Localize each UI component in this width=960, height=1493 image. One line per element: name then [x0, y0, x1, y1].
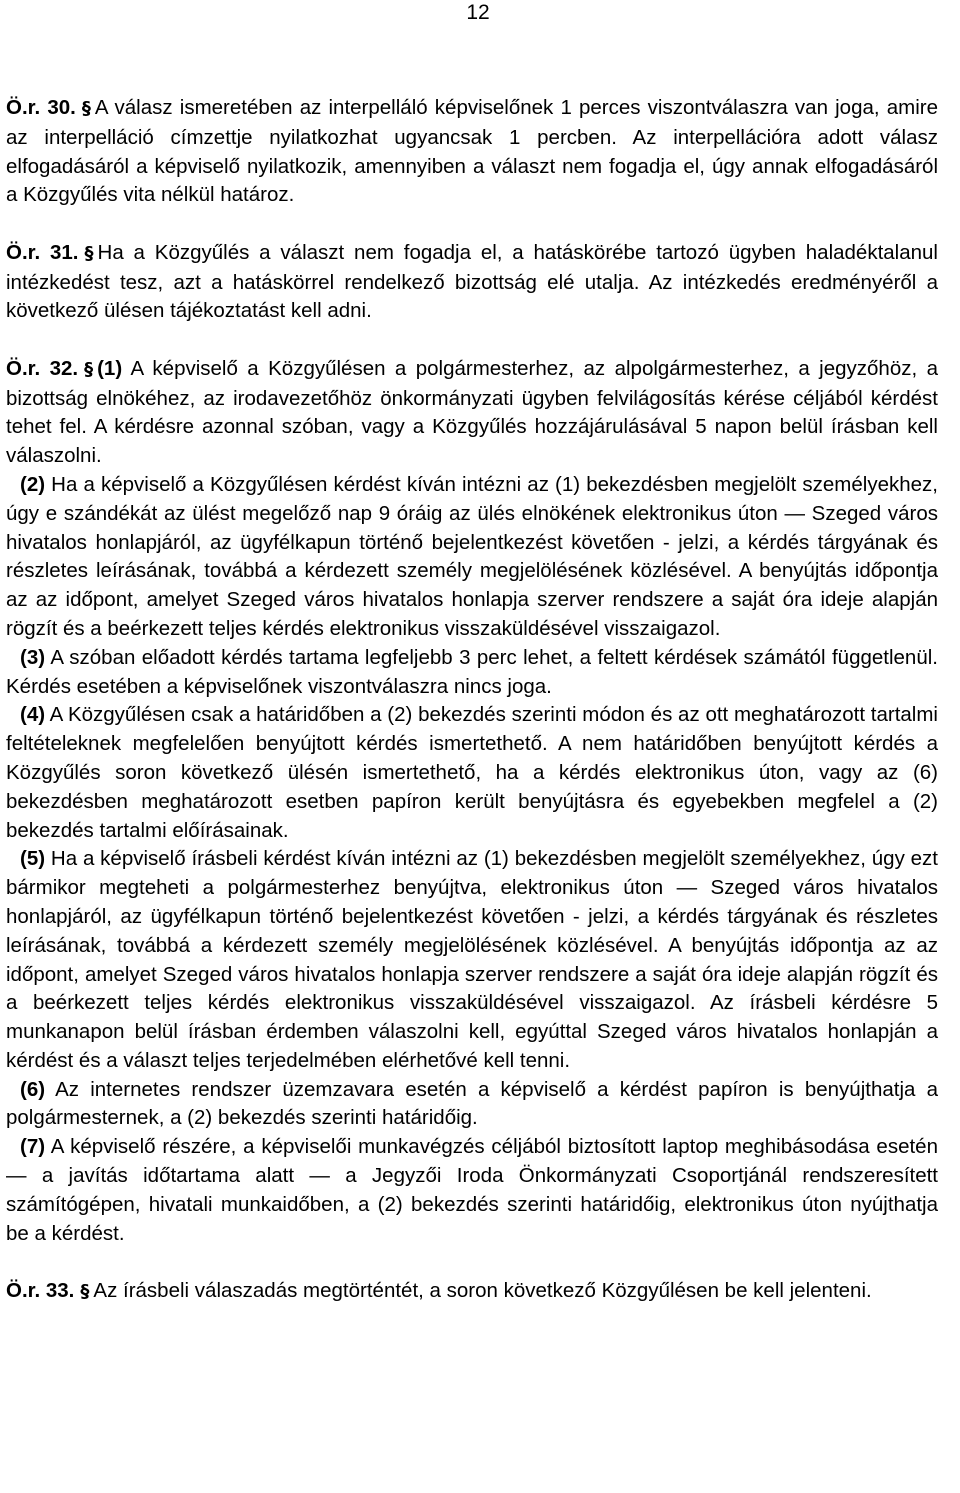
document-body — [6, 94, 938, 1307]
paragraph-number: (1) — [97, 356, 123, 380]
paragraph-text: Ha a képviselő írásbeli kérdést kíván intézni az (1) bekezdésben megjelölt személyekhez, úgy ezt bármikor megteheti a polgármesterhez benyújtva, elektronikus úton — Szeged város hivatalos honlapjáról, az ügyfélkapun történő bejelentkezést követően - jelzi, a kérdés tárgyának és részletes leírásának, továbbá a kérdezett személy megjelölésének közlésével. A benyújtás időpontja az az időpont, amelyet Szeged város hivatalos honlapja szerver rendszere a saját óra ideje alapján rögzít és a beérkezett teljes kérdés elektronikus visszaküldésével visszaigazol. Az írásbeli kérdésre 5 munkanapon belül írásban érdemben válaszolni kell, egyúttal Szeged város hivatalos honlapján a kérdést és a választ teljes terjedelmében elérhetővé kell tenni. — [6, 847, 938, 1072]
paragraph-text: A Közgyűlésen csak a határidőben a (2) bekezdés szerinti módon és az ott meghatározott tartalmi feltételeknek megfelelően benyújtott kérdés ismertethető. A nem határidőben benyújtott kérdés a Közgyűlés soron következő ülésén ismertethető, ha a kérdés elektronikus úton, vagy az (6) bekezdésben meghatározott esetben papíron került benyújtásra és egyebekben megfelel a (2) bekezdés tartalmi előírásainak. — [6, 703, 938, 842]
section-label: Ö.r. 31. — [6, 240, 79, 264]
paragraph-text: A képviselő a Közgyűlésen a polgármesterhez, az alpolgármesterhez, a jegyzőhöz, a bizottság elnökéhez, az irodavezetőhöz önkormányzati ügyben felvilágosítás kérése céljából kérdést tehet fel. A kérdésre azonnal szóban, vagy a Közgyűlés hozzájárulásával 5 napon belül írásban kell válaszolni. — [6, 356, 938, 468]
section-sign-icon: § — [80, 1281, 90, 1303]
section-31 — [6, 239, 938, 326]
paragraph-text: A szóban előadott kérdés tartama legfeljebb 3 perc lehet, a feltett kérdések számától függetlenül. Kérdés esetében a képviselőnek viszontválaszra nincs joga. — [6, 645, 938, 698]
section-sign-icon: § — [81, 98, 91, 119]
section-text: Az írásbeli válaszadás megtörténtét, a soron következő Közgyűlésen be kell jelenteni. — [93, 1279, 872, 1303]
section-sign-icon: § — [84, 242, 94, 264]
paragraph-number: (6) — [20, 1077, 46, 1101]
section-sign-icon: § — [84, 358, 94, 380]
section-label: Ö.r. 33. — [6, 1279, 75, 1303]
paragraph-number: (5) — [20, 847, 46, 871]
section-32-paragraph-5 — [6, 845, 938, 1075]
section-32-paragraph-7 — [6, 1133, 938, 1248]
section-text: A válasz ismeretében az interpelláló képviselőnek 1 perces viszontválaszra van joga, amire az interpelláció címzettje nyilatkozhat ugyancsak 1 percben. Az interpellációra adott válasz elfogadásáról a képviselő nyilatkozik, amennyiben a választ nem fogadja el, úgy annak elfogadásáról a Közgyűlés vita nélkül határoz. — [6, 96, 938, 207]
paragraph-text: Ha a képviselő a Közgyűlésen kérdést kíván intézni az (1) bekezdésben megjelölt személyekhez, úgy e szándékát az ülést megelőző nap 9 óráig az ülés elnökének elektronikus úton — Szeged város hivatalos honlapjáról, az ügyfélkapun történő bejelentkezést követően - jelzi, a kérdés tárgyának és részletes leírásának, továbbá a kérdezett személy megjelölésének közlésével. A benyújtás időpontja az az időpont, amelyet Szeged város hivatalos honlapja szerver rendszere a saját óra ideje alapján rögzít és a beérkezett teljes kérdés elektronikus visszaküldésével visszaigazol. — [6, 472, 938, 640]
section-33 — [6, 1277, 938, 1307]
paragraph-text: A képviselő részére, a képviselői munkavégzés céljából biztosított laptop meghibásodása esetén — a javítás időtartama alatt — a Jegyzői Iroda Önkormányzati Csoportjánál rendszeresített számítógépen, hivatali munkaidőben, a (2) bekezdés szerinti határidőig, elektronikus úton nyújthatja be a kérdést. — [6, 1135, 938, 1245]
paragraph-number: (2) — [20, 472, 46, 496]
section-30 — [6, 94, 938, 210]
paragraph-number: (4) — [20, 703, 46, 727]
section-label: Ö.r. 32. — [6, 356, 79, 380]
section-label: Ö.r. 30. — [6, 96, 76, 119]
section-32-paragraph-1 — [6, 355, 938, 471]
section-32-paragraph-2 — [6, 471, 938, 644]
paragraph-number: (3) — [20, 645, 46, 669]
paragraph-number: (7) — [20, 1135, 46, 1159]
paragraph-text: Az internetes rendszer üzemzavara esetén a képviselő a kérdést papíron is benyújthatja a polgármesternek, a (2) bekezdés szerinti határidőig. — [6, 1077, 938, 1130]
section-32-paragraph-3 — [6, 644, 938, 702]
page-number: 12 — [466, 1, 490, 24]
section-text: Ha a Közgyűlés a választ nem fogadja el, a hatáskörébe tartozó ügyben haladéktalanul intézkedést tesz, azt a hatáskörrel rendelkező bizottság elé utalja. Az intézkedés eredményéről a következő ülésen tájékoztatást kell adni. — [6, 240, 938, 323]
section-32-paragraph-4 — [6, 701, 938, 845]
section-32-paragraph-6 — [6, 1076, 938, 1134]
